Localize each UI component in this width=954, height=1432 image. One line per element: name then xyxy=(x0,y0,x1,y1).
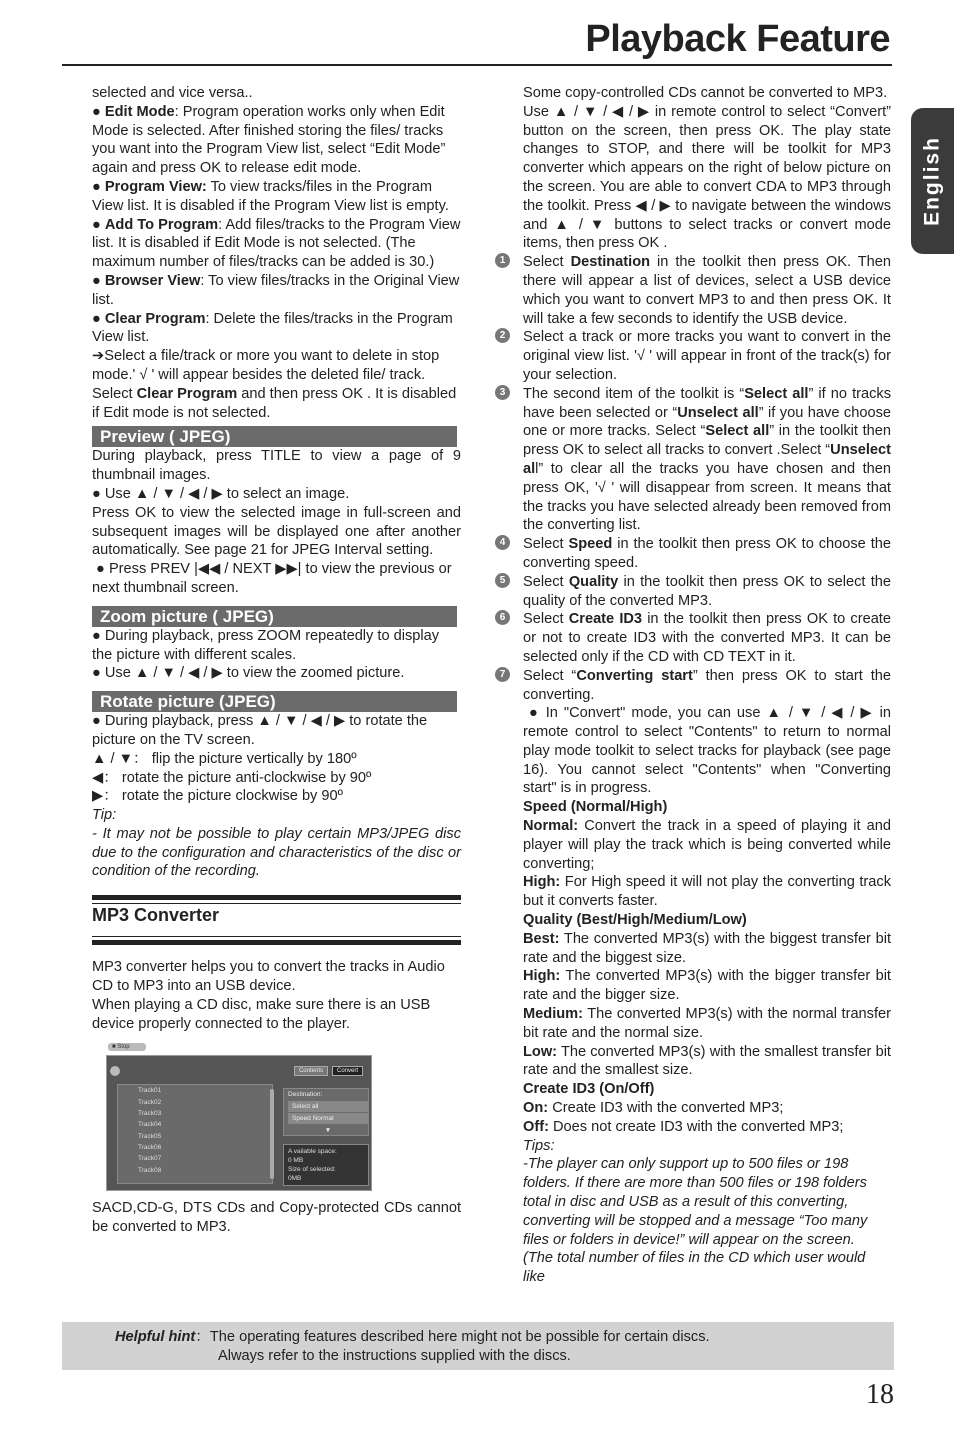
step-5: 5 Select Quality in the toolkit then press OK to select the quality of the converted MP3. xyxy=(523,573,891,611)
id3-heading: Create ID3 (On/Off) xyxy=(523,1081,655,1098)
divider xyxy=(92,895,461,904)
bullet-item: ● Press PREV |◀◀ / NEXT ▶▶| to view the previous or next thumbnail screen. xyxy=(92,561,452,596)
scrollbar xyxy=(270,1089,274,1179)
tips-text: -The player can only support up to 500 files or 198 folders. If there are more than 500 files or 198 folders total in disc and USB as a result of this converting, xyxy=(523,1156,867,1211)
list-item: Track05 xyxy=(138,1132,162,1140)
next-icon: ▶▶| xyxy=(275,561,302,578)
paragraph: ▲ / ▼： flip the picture vertically by 180º xyxy=(92,750,357,767)
arrow-icon: ➔ xyxy=(92,348,105,365)
step-2: 2 Select a track or more tracks you want to convert in the original view list. '√ ' will appear in front of the track(s) for your selection. xyxy=(523,328,891,384)
definition: Normal: Convert the track in a speed of playing it and player will play the track which is being converted while converting; xyxy=(523,818,891,872)
divider xyxy=(92,936,461,945)
section-heading-preview: Preview ( JPEG) xyxy=(92,426,457,447)
step-number: 3 xyxy=(495,385,510,400)
bullet-item: ● Use ▲ / ▼ / ◀ / ▶ to select an image. xyxy=(92,485,350,502)
speed-heading: Speed (Normal/High) xyxy=(523,799,668,816)
hint-line-2: Always refer to the instructions supplied with the discs. xyxy=(218,1348,571,1364)
destination-item: Destination: xyxy=(288,1091,323,1099)
space-info: A vailable space: 0 MB Size of selected: 0MB xyxy=(283,1144,369,1186)
right-column xyxy=(499,84,892,1287)
tab-contents: Contents xyxy=(294,1066,328,1076)
step-number: 7 xyxy=(495,667,510,682)
converter-screenshot xyxy=(106,1043,372,1193)
bullet-item: ● During playback, press ZOOM repeatedly to display the picture with different scales. xyxy=(92,627,440,663)
page-title: Playback Feature xyxy=(585,18,890,60)
step-number: 4 xyxy=(495,535,510,550)
hint-label: Helpful hint xyxy=(115,1329,196,1345)
track-list xyxy=(117,1084,273,1184)
paragraph: When playing a CD disc, make sure there is an USB device properly connected to the player. xyxy=(92,996,431,1032)
definition: Off: Does not create ID3 with the converted MP3; xyxy=(523,1118,844,1135)
clear-program-item: ● Clear Program: Delete the files/tracks in the Program View list. xyxy=(92,310,453,346)
add-to-program-item: ● Add To Program: Add files/tracks to the Program View list. It is disabled if Edit Mode is not selected. (The maximum number of files/tracks can be added is 30.) xyxy=(92,216,461,271)
screen-tabs xyxy=(290,1066,363,1076)
select-all-item: Select all xyxy=(288,1101,368,1112)
tv-screen xyxy=(106,1055,372,1191)
paragraph: MP3 converter helps you to convert the tracks in Audio CD to MP3 into an USB device. xyxy=(92,959,445,995)
step-6: 6 Select Create ID3 in the toolkit then press OK to create or not to create ID3 with the converted MP3. It can be selected only if the CD with CD TEXT in it. xyxy=(523,610,891,666)
stop-indicator: ■ Stop xyxy=(108,1043,146,1051)
paragraph: Use ▲ / ▼ / ◀ / ▶ in remote control to select “Convert” button on the screen, then press OK. The play state changes to STOP, and there will be toolkit for MP3 converter which appears on the right of below picture on the screen. You are able to convert CDA to MP3 through the toolkit. Press ◀ / ▶ to navigate between the windows and ▲ / ▼ buttons to select tracks or convert mode items, then press OK . xyxy=(523,103,891,252)
paragraph: Some copy-controlled CDs cannot be converted to MP3. xyxy=(523,85,888,101)
language-tab-label: English xyxy=(920,136,944,226)
paragraph: During playback, press TITLE to view a page of 9 thumbnail images. xyxy=(92,448,461,484)
convert-mode-note: ● In "Convert" mode, you can use ▲ / ▼ / ◀ / ▶ in remote control to select "Contents" to return to normal play mode toolkit to select tracks for playback (see page 16). You cannot select "Contents" when "Converting start" is in progress. xyxy=(523,705,891,797)
disc-icon xyxy=(110,1066,120,1076)
list-item: Track04 xyxy=(138,1121,162,1129)
language-tab xyxy=(911,108,954,254)
tip-label: Tip: xyxy=(92,807,117,824)
list-item: Track08 xyxy=(138,1166,162,1174)
tips-text: (The total number of files in the CD which user would like xyxy=(523,1250,866,1286)
page-number: 18 xyxy=(866,1379,894,1410)
list-item: Track03 xyxy=(138,1110,162,1118)
arrow-note: ➔Select a file/track or more you want to delete in stop mode.' √ ' will appear besides the deleted file/ track. Select Clear Program and then press OK . It is disabled if Edit mode is not selected. xyxy=(92,348,457,421)
edit-mode-item: ● Edit Mode: Program operation works only when Edit Mode is selected. After finished storing the files/ tracks you want into the Program View list, select “Edit Mode” again and press OK to release edit mode. xyxy=(92,103,446,177)
paragraph: Press OK to view the selected image in full-screen and subsequent images will be displayed one after another automatically. See page 21 for JPEG Interval setting. xyxy=(92,504,461,559)
bullet-item: ● Use ▲ / ▼ / ◀ / ▶ to view the zoomed picture. xyxy=(92,665,405,682)
definition: Medium: The converted MP3(s) with the normal transfer bit rate and the normal size. xyxy=(523,1006,891,1041)
step-1: 1 Select Destination in the toolkit then press OK. Then there will appear a list of devices, select a USB device which you want to convert MP3 to and then press OK. It will take a few seconds to identify the USB device. xyxy=(523,253,891,328)
list-item: Track06 xyxy=(138,1143,162,1151)
chevron-down-icon: ▼ xyxy=(324,1127,332,1135)
definition: Best: The converted MP3(s) with the biggest transfer bit rate and the biggest size. xyxy=(523,930,891,966)
list-item: Track02 xyxy=(138,1098,162,1106)
list-item: Track01 xyxy=(138,1087,162,1095)
step-4: 4 Select Speed in the toolkit then press OK to choose the converting speed. xyxy=(523,535,891,573)
converter-toolkit xyxy=(283,1088,369,1136)
program-view-item: ● Program View: To view tracks/files in the Program View list. It is disabled if the Program View list is empty. xyxy=(92,178,449,214)
definition: High: For High speed it will not play the converting track but it converts faster. xyxy=(523,874,891,910)
step-number: 6 xyxy=(495,610,510,625)
left-column xyxy=(92,84,461,1237)
tips-text: converting will be stopped and a message “Too many files or folders in device!” will appear on the screen. xyxy=(523,1212,868,1248)
definition: On: Create ID3 with the converted MP3; xyxy=(523,1100,784,1117)
speed-item: Speed Normal xyxy=(288,1113,368,1124)
tips-label: Tips: xyxy=(523,1137,555,1154)
definition: Low: The converted MP3(s) with the smallest transfer bit rate and the smallest size. xyxy=(523,1043,891,1079)
tab-convert: Convert xyxy=(332,1066,363,1076)
page-header xyxy=(62,14,892,66)
prev-icon: |◀◀ xyxy=(194,561,221,578)
paragraph: ◀： rotate the picture anti-clockwise by 90º xyxy=(92,769,372,786)
section-heading-rotate: Rotate picture (JPEG) xyxy=(92,691,457,712)
step-number: 2 xyxy=(495,328,510,343)
paragraph: ▶： rotate the picture clockwise by 90º xyxy=(92,788,343,805)
paragraph: selected and vice versa.. xyxy=(92,85,253,101)
helpful-hint-box: Helpful hint：The operating features described here might not be possible for certain discs. Always refer to the instructions supplied with the discs. xyxy=(62,1322,894,1370)
quality-heading: Quality (Best/High/Medium/Low) xyxy=(523,912,747,929)
browser-view-item: ● Browser View: To view files/tracks in the Original View list. xyxy=(92,272,460,308)
step-7: 7 Select “Converting start” then press OK to start the converting. xyxy=(523,667,891,705)
hint-line-1: The operating features described here might not be possible for certain discs. xyxy=(209,1329,710,1345)
step-number: 5 xyxy=(495,573,510,588)
step-number: 1 xyxy=(495,253,510,268)
step-3: 3 The second item of the toolkit is “Select all” if no tracks have been selected or “Unselect all” if you have choose one or more tracks. Select “Select all” in the toolkit then press OK to select all tracks to convert .Select “Unselect all” to clear all the tracks you have chosen and then press OK, '√ ' will disappear from screen. It means that the tracks you have selected already been removed from the converting list. xyxy=(523,385,891,535)
section-heading-zoom: Zoom picture ( JPEG) xyxy=(92,606,457,627)
definition: High: The converted MP3(s) with the bigger transfer bit rate and the bigger size. xyxy=(523,968,891,1004)
list-item: Track07 xyxy=(138,1155,162,1163)
paragraph: SACD,CD-G, DTS CDs and Copy-protected CDs cannot be converted to MP3. xyxy=(92,1200,461,1236)
tip-text: - It may not be possible to play certain MP3/JPEG disc due to the configuration and characteristics of the disc or condition of the recording. xyxy=(92,825,461,880)
section-heading-mp3: MP3 Converter xyxy=(92,905,220,926)
bullet-item: ● During playback, press ▲ / ▼ / ◀ / ▶ to rotate the picture on the TV screen. xyxy=(92,713,428,748)
